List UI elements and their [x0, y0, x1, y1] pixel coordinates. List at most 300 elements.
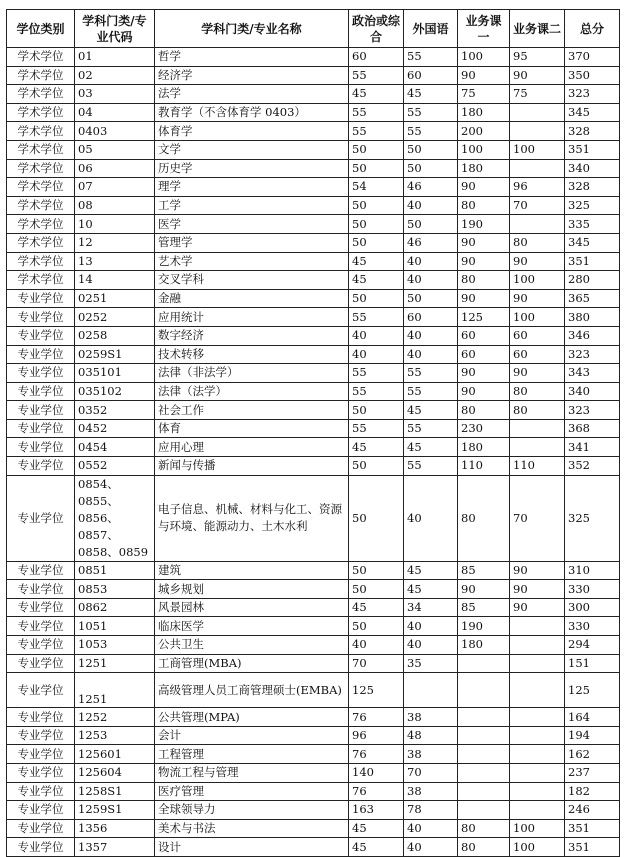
- cell-course-2-score: 100: [510, 838, 565, 857]
- cell-foreign-language-score: 40: [404, 326, 458, 345]
- table-row: [7, 457, 620, 476]
- cell-politics-score: 45: [349, 819, 404, 838]
- cell-degree-type: 专业学位: [7, 561, 75, 580]
- cell-total-score: 370: [565, 48, 620, 67]
- table-row: [7, 178, 620, 197]
- cell-politics-score: 54: [349, 178, 404, 197]
- cell-subject-name: 临床医学: [155, 617, 349, 636]
- cell-foreign-language-score: 40: [404, 271, 458, 290]
- cell-course-2-score: 75: [510, 85, 565, 104]
- cell-total-score: 345: [565, 103, 620, 122]
- cell-foreign-language-score: 45: [404, 580, 458, 599]
- cell-degree-type: 专业学位: [7, 289, 75, 308]
- table-row: [7, 326, 620, 345]
- header-politics: 政治或综合: [349, 10, 404, 48]
- cell-course-1-score: 190: [458, 617, 510, 636]
- cell-course-2-score: [510, 636, 565, 655]
- cell-course-2-score: 90: [510, 580, 565, 599]
- cell-course-1-score: 180: [458, 103, 510, 122]
- header-degree-type: 学位类别: [7, 10, 75, 48]
- cell-degree-type: 学术学位: [7, 178, 75, 197]
- cell-foreign-language-score: 48: [404, 726, 458, 745]
- cell-subject-code: 0352: [75, 401, 155, 420]
- cell-foreign-language-score: 45: [404, 85, 458, 104]
- cell-subject-name: 技术转移: [155, 345, 349, 364]
- cell-foreign-language-score: 40: [404, 819, 458, 838]
- cell-subject-code: 06: [75, 159, 155, 178]
- cell-subject-name: 管理学: [155, 233, 349, 252]
- cell-subject-code: 0403: [75, 122, 155, 141]
- cell-course-1-score: 80: [458, 401, 510, 420]
- cell-subject-code: 0854、0855、0856、0857、0858、0859: [75, 475, 155, 561]
- cell-total-score: 164: [565, 708, 620, 727]
- table-row: [7, 673, 620, 708]
- cell-politics-score: 55: [349, 419, 404, 438]
- cell-course-1-score: [458, 801, 510, 820]
- cell-course-1-score: 90: [458, 364, 510, 383]
- cell-subject-code: 1253: [75, 726, 155, 745]
- table-row: [7, 48, 620, 67]
- cell-subject-code: 05: [75, 140, 155, 159]
- cell-course-2-score: 90: [510, 598, 565, 617]
- table-row: [7, 382, 620, 401]
- cell-politics-score: 45: [349, 838, 404, 857]
- cell-subject-name: 物流工程与管理: [155, 764, 349, 783]
- cell-foreign-language-score: 55: [404, 364, 458, 383]
- cell-subject-code: 14: [75, 271, 155, 290]
- cell-politics-score: 45: [349, 598, 404, 617]
- cell-subject-code: 01: [75, 48, 155, 67]
- cell-subject-name: 工商管理(MBA): [155, 654, 349, 673]
- cell-politics-score: 55: [349, 364, 404, 383]
- table-row: [7, 745, 620, 764]
- cell-subject-code: 07: [75, 178, 155, 197]
- cell-degree-type: 专业学位: [7, 401, 75, 420]
- cell-subject-name: 哲学: [155, 48, 349, 67]
- cell-total-score: 341: [565, 438, 620, 457]
- cell-course-1-score: [458, 745, 510, 764]
- cell-course-1-score: 85: [458, 561, 510, 580]
- cell-course-2-score: 96: [510, 178, 565, 197]
- cell-subject-code: 1251: [75, 654, 155, 673]
- cell-degree-type: 学术学位: [7, 48, 75, 67]
- cell-foreign-language-score: [404, 673, 458, 708]
- cell-degree-type: 学术学位: [7, 140, 75, 159]
- cell-course-2-score: [510, 782, 565, 801]
- cell-subject-code: 1251: [75, 673, 155, 708]
- cell-politics-score: 55: [349, 308, 404, 327]
- cell-total-score: 125: [565, 673, 620, 708]
- cell-subject-name: 应用心理: [155, 438, 349, 457]
- cell-total-score: 343: [565, 364, 620, 383]
- cell-foreign-language-score: 55: [404, 103, 458, 122]
- cell-subject-code: 1357: [75, 838, 155, 857]
- cell-course-2-score: [510, 617, 565, 636]
- cell-subject-name: 金融: [155, 289, 349, 308]
- cell-politics-score: 76: [349, 782, 404, 801]
- cell-subject-code: 0252: [75, 308, 155, 327]
- cell-subject-name: 应用统计: [155, 308, 349, 327]
- cell-foreign-language-score: 40: [404, 617, 458, 636]
- cell-degree-type: 专业学位: [7, 745, 75, 764]
- cell-degree-type: 学术学位: [7, 233, 75, 252]
- cell-course-1-score: 100: [458, 48, 510, 67]
- cell-subject-code: 1252: [75, 708, 155, 727]
- cell-total-score: 346: [565, 326, 620, 345]
- cell-politics-score: 45: [349, 85, 404, 104]
- cell-subject-code: 12: [75, 233, 155, 252]
- cell-course-2-score: [510, 103, 565, 122]
- cell-course-1-score: [458, 782, 510, 801]
- cell-foreign-language-score: 45: [404, 438, 458, 457]
- cell-subject-name: 新闻与传播: [155, 457, 349, 476]
- cell-politics-score: 140: [349, 764, 404, 783]
- table-row: [7, 345, 620, 364]
- table-row: [7, 85, 620, 104]
- cell-course-2-score: 95: [510, 48, 565, 67]
- cell-subject-name: 艺术学: [155, 252, 349, 271]
- cell-degree-type: 专业学位: [7, 617, 75, 636]
- cell-total-score: 345: [565, 233, 620, 252]
- header-course-2: 业务课二: [510, 10, 565, 48]
- cell-politics-score: 50: [349, 580, 404, 599]
- cell-total-score: 325: [565, 196, 620, 215]
- cell-course-1-score: 125: [458, 308, 510, 327]
- cell-foreign-language-score: 34: [404, 598, 458, 617]
- cell-total-score: 325: [565, 475, 620, 561]
- cell-course-2-score: 100: [510, 271, 565, 290]
- table-row: [7, 708, 620, 727]
- header-foreign-language: 外国语: [404, 10, 458, 48]
- cell-subject-name: 工程管理: [155, 745, 349, 764]
- cell-degree-type: 专业学位: [7, 364, 75, 383]
- cell-politics-score: 40: [349, 636, 404, 655]
- cell-total-score: 294: [565, 636, 620, 655]
- cell-subject-code: 03: [75, 85, 155, 104]
- cell-foreign-language-score: 55: [404, 457, 458, 476]
- table-row: [7, 654, 620, 673]
- cell-subject-name: 教育学（不含体育学 0403）: [155, 103, 349, 122]
- cell-course-2-score: [510, 745, 565, 764]
- cell-total-score: 350: [565, 66, 620, 85]
- cell-course-1-score: [458, 708, 510, 727]
- cell-total-score: 237: [565, 764, 620, 783]
- cell-subject-name: 文学: [155, 140, 349, 159]
- cell-politics-score: 50: [349, 140, 404, 159]
- cell-subject-name: 公共卫生: [155, 636, 349, 655]
- cell-subject-code: 0552: [75, 457, 155, 476]
- cell-course-2-score: [510, 159, 565, 178]
- cell-total-score: 330: [565, 580, 620, 599]
- cell-subject-name: 设计: [155, 838, 349, 857]
- cell-course-1-score: 80: [458, 838, 510, 857]
- cell-subject-code: 125604: [75, 764, 155, 783]
- cell-politics-score: 45: [349, 271, 404, 290]
- cell-politics-score: 50: [349, 159, 404, 178]
- cell-course-2-score: [510, 708, 565, 727]
- cell-degree-type: 专业学位: [7, 838, 75, 857]
- cell-foreign-language-score: 38: [404, 782, 458, 801]
- cell-course-1-score: 80: [458, 819, 510, 838]
- cell-subject-code: 0452: [75, 419, 155, 438]
- table-row: [7, 103, 620, 122]
- table-row: [7, 838, 620, 857]
- cell-course-1-score: 60: [458, 345, 510, 364]
- cell-subject-code: 1258S1: [75, 782, 155, 801]
- cell-foreign-language-score: 40: [404, 345, 458, 364]
- cell-course-1-score: 80: [458, 196, 510, 215]
- cell-degree-type: 专业学位: [7, 708, 75, 727]
- cell-course-2-score: 90: [510, 561, 565, 580]
- cell-degree-type: 专业学位: [7, 457, 75, 476]
- cell-subject-name: 电子信息、机械、材料与化工、资源与环境、能源动力、土木水利: [155, 475, 349, 561]
- header-subject-name: 学科门类/专业名称: [155, 10, 349, 48]
- cell-politics-score: 55: [349, 66, 404, 85]
- cell-subject-name: 历史学: [155, 159, 349, 178]
- cell-course-1-score: 90: [458, 289, 510, 308]
- cell-politics-score: 163: [349, 801, 404, 820]
- cell-subject-code: 1356: [75, 819, 155, 838]
- cell-subject-name: 会计: [155, 726, 349, 745]
- cell-subject-name: 体育: [155, 419, 349, 438]
- cell-politics-score: 50: [349, 401, 404, 420]
- cell-subject-name: 全球领导力: [155, 801, 349, 820]
- table-row: [7, 252, 620, 271]
- cell-foreign-language-score: 55: [404, 419, 458, 438]
- cell-subject-name: 经济学: [155, 66, 349, 85]
- cell-subject-name: 法律（法学）: [155, 382, 349, 401]
- cell-politics-score: 76: [349, 745, 404, 764]
- cell-subject-name: 工学: [155, 196, 349, 215]
- cell-subject-code: 0862: [75, 598, 155, 617]
- cell-course-2-score: 60: [510, 326, 565, 345]
- cell-foreign-language-score: 50: [404, 215, 458, 234]
- cell-politics-score: 50: [349, 617, 404, 636]
- cell-subject-code: 1053: [75, 636, 155, 655]
- cell-subject-code: 0259S1: [75, 345, 155, 364]
- cell-degree-type: 专业学位: [7, 580, 75, 599]
- table-row: [7, 308, 620, 327]
- cell-foreign-language-score: 40: [404, 838, 458, 857]
- cell-subject-name: 医疗管理: [155, 782, 349, 801]
- table-row: [7, 819, 620, 838]
- cell-course-1-score: 180: [458, 636, 510, 655]
- table-row: [7, 764, 620, 783]
- cell-course-2-score: [510, 764, 565, 783]
- table-row: [7, 401, 620, 420]
- cell-politics-score: 50: [349, 475, 404, 561]
- table-row: [7, 726, 620, 745]
- cell-subject-code: 0258: [75, 326, 155, 345]
- cell-course-2-score: [510, 438, 565, 457]
- table-row: [7, 561, 620, 580]
- cell-degree-type: 专业学位: [7, 326, 75, 345]
- cell-subject-name: 交叉学科: [155, 271, 349, 290]
- header-row: [7, 10, 620, 48]
- cell-total-score: 351: [565, 140, 620, 159]
- cell-course-1-score: 85: [458, 598, 510, 617]
- cell-politics-score: 40: [349, 326, 404, 345]
- cell-foreign-language-score: 46: [404, 233, 458, 252]
- cell-degree-type: 学术学位: [7, 252, 75, 271]
- cell-degree-type: 学术学位: [7, 103, 75, 122]
- cell-foreign-language-score: 50: [404, 289, 458, 308]
- cell-foreign-language-score: 50: [404, 140, 458, 159]
- cell-total-score: 340: [565, 382, 620, 401]
- cell-total-score: 352: [565, 457, 620, 476]
- cell-degree-type: 专业学位: [7, 782, 75, 801]
- cell-degree-type: 专业学位: [7, 419, 75, 438]
- cell-subject-name: 城乡规划: [155, 580, 349, 599]
- cell-course-2-score: 90: [510, 364, 565, 383]
- cell-subject-code: 0853: [75, 580, 155, 599]
- cell-course-1-score: 190: [458, 215, 510, 234]
- table-row: [7, 475, 620, 561]
- cell-course-1-score: 90: [458, 178, 510, 197]
- cell-foreign-language-score: 46: [404, 178, 458, 197]
- cell-politics-score: 45: [349, 252, 404, 271]
- cell-course-2-score: [510, 654, 565, 673]
- cell-total-score: 280: [565, 271, 620, 290]
- cell-course-2-score: 90: [510, 252, 565, 271]
- cell-politics-score: 50: [349, 457, 404, 476]
- cell-total-score: 365: [565, 289, 620, 308]
- header-course-1: 业务课一: [458, 10, 510, 48]
- cell-course-1-score: 90: [458, 233, 510, 252]
- cell-course-1-score: 80: [458, 271, 510, 290]
- cell-subject-name: 体育学: [155, 122, 349, 141]
- cell-politics-score: 76: [349, 708, 404, 727]
- cell-total-score: 328: [565, 178, 620, 197]
- cell-foreign-language-score: 40: [404, 196, 458, 215]
- cell-foreign-language-score: 38: [404, 745, 458, 764]
- cell-foreign-language-score: 60: [404, 308, 458, 327]
- cell-degree-type: 专业学位: [7, 801, 75, 820]
- cell-total-score: 323: [565, 401, 620, 420]
- cell-total-score: 380: [565, 308, 620, 327]
- cell-subject-code: 1259S1: [75, 801, 155, 820]
- cell-course-2-score: [510, 122, 565, 141]
- cell-degree-type: 专业学位: [7, 598, 75, 617]
- cell-total-score: 246: [565, 801, 620, 820]
- cell-foreign-language-score: 60: [404, 66, 458, 85]
- cell-foreign-language-score: 55: [404, 382, 458, 401]
- cell-subject-code: 035102: [75, 382, 155, 401]
- cell-politics-score: 96: [349, 726, 404, 745]
- cell-subject-code: 08: [75, 196, 155, 215]
- cell-course-2-score: [510, 726, 565, 745]
- cell-subject-name: 建筑: [155, 561, 349, 580]
- table-row: [7, 159, 620, 178]
- cell-politics-score: 50: [349, 289, 404, 308]
- table-row: [7, 617, 620, 636]
- cell-degree-type: 学术学位: [7, 85, 75, 104]
- cell-course-2-score: [510, 215, 565, 234]
- cell-subject-name: 医学: [155, 215, 349, 234]
- cell-course-2-score: 100: [510, 140, 565, 159]
- cell-foreign-language-score: 35: [404, 654, 458, 673]
- cell-total-score: 328: [565, 122, 620, 141]
- cell-total-score: 351: [565, 838, 620, 857]
- cell-course-1-score: 80: [458, 475, 510, 561]
- cell-degree-type: 专业学位: [7, 636, 75, 655]
- cell-politics-score: 55: [349, 382, 404, 401]
- cell-course-2-score: 70: [510, 475, 565, 561]
- cell-foreign-language-score: 45: [404, 401, 458, 420]
- cell-course-1-score: 110: [458, 457, 510, 476]
- table-row: [7, 140, 620, 159]
- table-row: [7, 801, 620, 820]
- cell-course-2-score: 100: [510, 819, 565, 838]
- cell-course-1-score: 230: [458, 419, 510, 438]
- cell-subject-code: 1051: [75, 617, 155, 636]
- table-row: [7, 438, 620, 457]
- cell-course-1-score: [458, 654, 510, 673]
- table-row: [7, 196, 620, 215]
- cell-degree-type: 学术学位: [7, 215, 75, 234]
- cell-politics-score: 60: [349, 48, 404, 67]
- cell-degree-type: 专业学位: [7, 654, 75, 673]
- cell-politics-score: 50: [349, 233, 404, 252]
- cell-course-2-score: [510, 801, 565, 820]
- header-total: 总分: [565, 10, 620, 48]
- cell-degree-type: 学术学位: [7, 122, 75, 141]
- cell-degree-type: 专业学位: [7, 308, 75, 327]
- cell-subject-name: 理学: [155, 178, 349, 197]
- cell-politics-score: 55: [349, 122, 404, 141]
- cell-foreign-language-score: 50: [404, 159, 458, 178]
- cell-total-score: 330: [565, 617, 620, 636]
- table-row: [7, 580, 620, 599]
- cell-subject-code: 04: [75, 103, 155, 122]
- cell-total-score: 162: [565, 745, 620, 764]
- cell-course-2-score: 60: [510, 345, 565, 364]
- cell-subject-code: 035101: [75, 364, 155, 383]
- cell-course-2-score: 80: [510, 233, 565, 252]
- cell-total-score: 151: [565, 654, 620, 673]
- cell-total-score: 300: [565, 598, 620, 617]
- cell-course-2-score: [510, 673, 565, 708]
- cell-course-1-score: 60: [458, 326, 510, 345]
- cell-course-1-score: 90: [458, 580, 510, 599]
- cell-politics-score: 45: [349, 438, 404, 457]
- table-body: [7, 48, 620, 857]
- cell-course-1-score: 90: [458, 66, 510, 85]
- cell-total-score: 323: [565, 345, 620, 364]
- cell-course-1-score: 200: [458, 122, 510, 141]
- cell-degree-type: 专业学位: [7, 726, 75, 745]
- cell-foreign-language-score: 40: [404, 252, 458, 271]
- cell-subject-name: 美术与书法: [155, 819, 349, 838]
- cell-subject-name: 法学: [155, 85, 349, 104]
- table-row: [7, 215, 620, 234]
- cell-course-1-score: 90: [458, 382, 510, 401]
- cell-foreign-language-score: 38: [404, 708, 458, 727]
- cell-subject-name: 风景园林: [155, 598, 349, 617]
- cell-total-score: 182: [565, 782, 620, 801]
- header-subject-code: 学科门类/专业代码: [75, 10, 155, 48]
- score-table: [6, 9, 620, 857]
- table-row: [7, 598, 620, 617]
- table-row: [7, 289, 620, 308]
- cell-politics-score: 50: [349, 196, 404, 215]
- cell-foreign-language-score: 55: [404, 48, 458, 67]
- cell-politics-score: 70: [349, 654, 404, 673]
- cell-course-1-score: [458, 726, 510, 745]
- cell-course-2-score: [510, 419, 565, 438]
- cell-course-2-score: 80: [510, 382, 565, 401]
- cell-foreign-language-score: 40: [404, 475, 458, 561]
